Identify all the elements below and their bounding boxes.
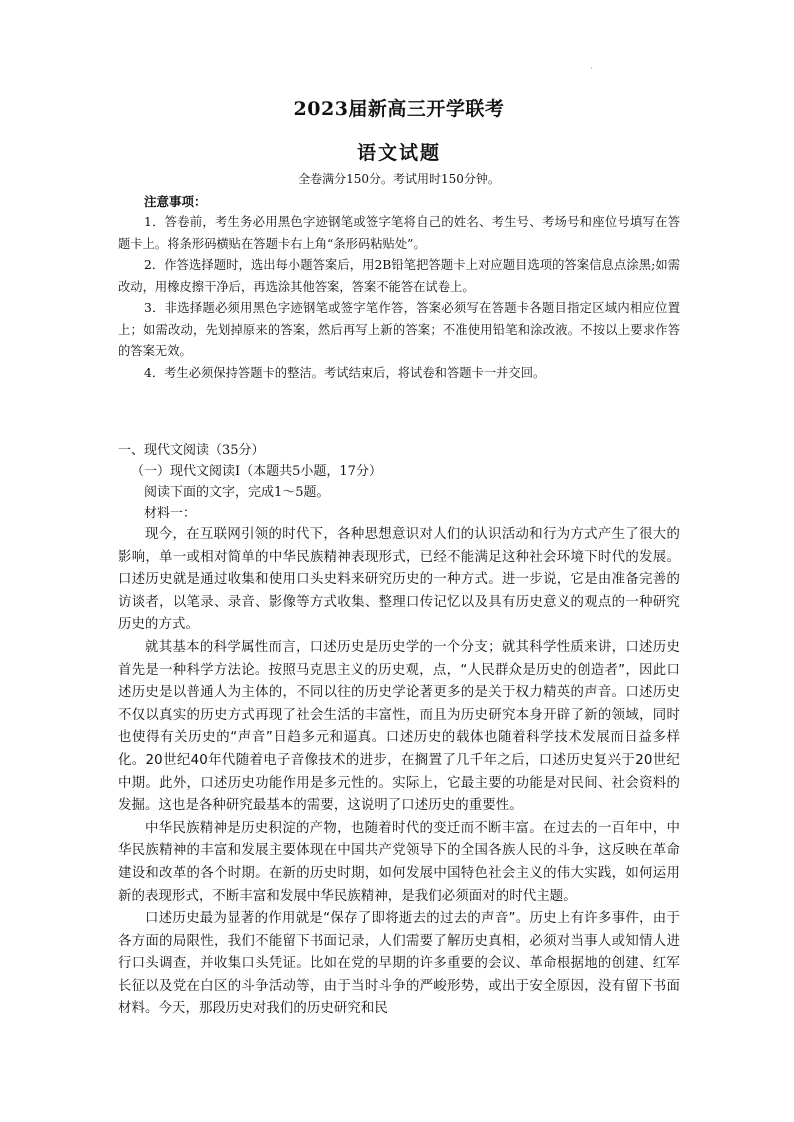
passage-paragraph: 现今，在互联网引领的时代下，各种思想意识对人们的认识活动和行为方式产生了很大的影响，单一或相对简单的中华民族精神表现形式，已经不能满足这种社会环境下时代的发展。口述历史就是通过收集和使用口头史料来研究历史的一种方式。进一步说，它是由准备完善的访谈者，以笔录、录音、影像等方式收集、整理口传记忆以及具有历史意义的观点的一种研究历史的方式。 — [118, 527, 680, 633]
exam-title: 2023届新高三开学联考 — [293, 98, 505, 120]
section-heading: 一、现代文阅读（35分） — [118, 443, 265, 458]
passage-paragraph: 就其基本的科学属性而言，口述历史是历史学的一个分支；就其科学性质来讲，口述历史首先是一种科学方法论。按照马克思主义的历史观，点，“人民群众是历史的创造者”，因此口述历史是以普通人为主体的，不同以往的历史学论著更多的是关于权力精英的声音。口述历史不仅以真实的历史方式再现了社会生活的丰富性，而且为历史研究本身开辟了新的领域，同时也使得有关历史的“声音”日趋多元和逼真。口述历史的载体也随着科学技术发展而日益多样化。20世纪40年代随着电子音像技术的进步，在搁置了几千年之后，口述历史复兴于20世纪中期。此外，口述历史功能作用是多元性的。实际上，它最主要的功能是对民间、社会资料的发掘。这也是各种研究最基本的需要，这说明了口述历史的重要性。 — [118, 639, 680, 814]
page-speck: · — [590, 64, 593, 74]
section-subheading: （一）现代文阅读Ⅰ（本题共5小题，17分） — [131, 464, 382, 479]
note-item-4: 4．考生必须保持答题卡的整洁。考试结束后，将试卷和答题卡一并交回。 — [144, 365, 546, 380]
passage-paragraph: 中华民族精神是历史积淀的产物，也随着时代的变迁而不断丰富。在过去的一百年中，中华民族精神的丰富和发展主要体现在中国共产党领导下的全国各族人民的斗争，这反映在革命建设和改革的各个时期。在新的历史时期，如何发展中国特色社会主义的伟大实践，如何运用新的表现形式，不断丰富和发展中华民族精神，是我们必须面对的时代主题。 — [118, 820, 680, 904]
exam-info: 全卷满分150分。考试用时150分钟。 — [298, 172, 500, 186]
material-label: 材料一： — [144, 506, 197, 521]
passage-paragraph: 口述历史最为显著的作用就是“保存了即将逝去的过去的声音”。历史上有许多事件，由于各方面的局限性，我们不能留下书面记录，人们需要了解历史真相，必须对当事人或知情人进行口头调查，并收集口头凭证。比如在党的早期的许多重要的会议、革命根据地的创建、红军长征以及党在白区的斗争活动等，由于当时斗争的严峻形势，或出于安全原因，没有留下书面材料。今天，那段历史对我们的历史研究和民 — [118, 911, 680, 1017]
note-item-1: 1．答卷前，考生务必用黑色字迹钢笔或签字笔将自己的姓名、考生号、考场号和座位号填写在答题卡上。将条形码横贴在答题卡右上角“条形码粘贴处”。 — [118, 215, 680, 251]
note-item-2: 2．作答选择题时，选出每小题答案后，用2B铅笔把答题卡上对应题目选项的答案信息点涂黑;如需改动，用橡皮擦干净后，再选涂其他答案，答案不能答在试卷上。 — [118, 258, 680, 294]
exam-page — [118, 96, 680, 1021]
notes-heading: 注意事项： — [144, 194, 207, 209]
exam-subtitle: 语文试题 — [356, 142, 441, 164]
note-item-3: 3．非选择题必须用黑色字迹钢笔或签字笔作答，答案必须写在答题卡各题目指定区域内相应位置上；如需改动，先划掉原来的答案，然后再写上新的答案；不准使用铅笔和涂改液。不按以上要求作答的答案无效。 — [118, 301, 680, 358]
reading-instruction: 阅读下面的文字，完成1～5题。 — [144, 485, 330, 500]
